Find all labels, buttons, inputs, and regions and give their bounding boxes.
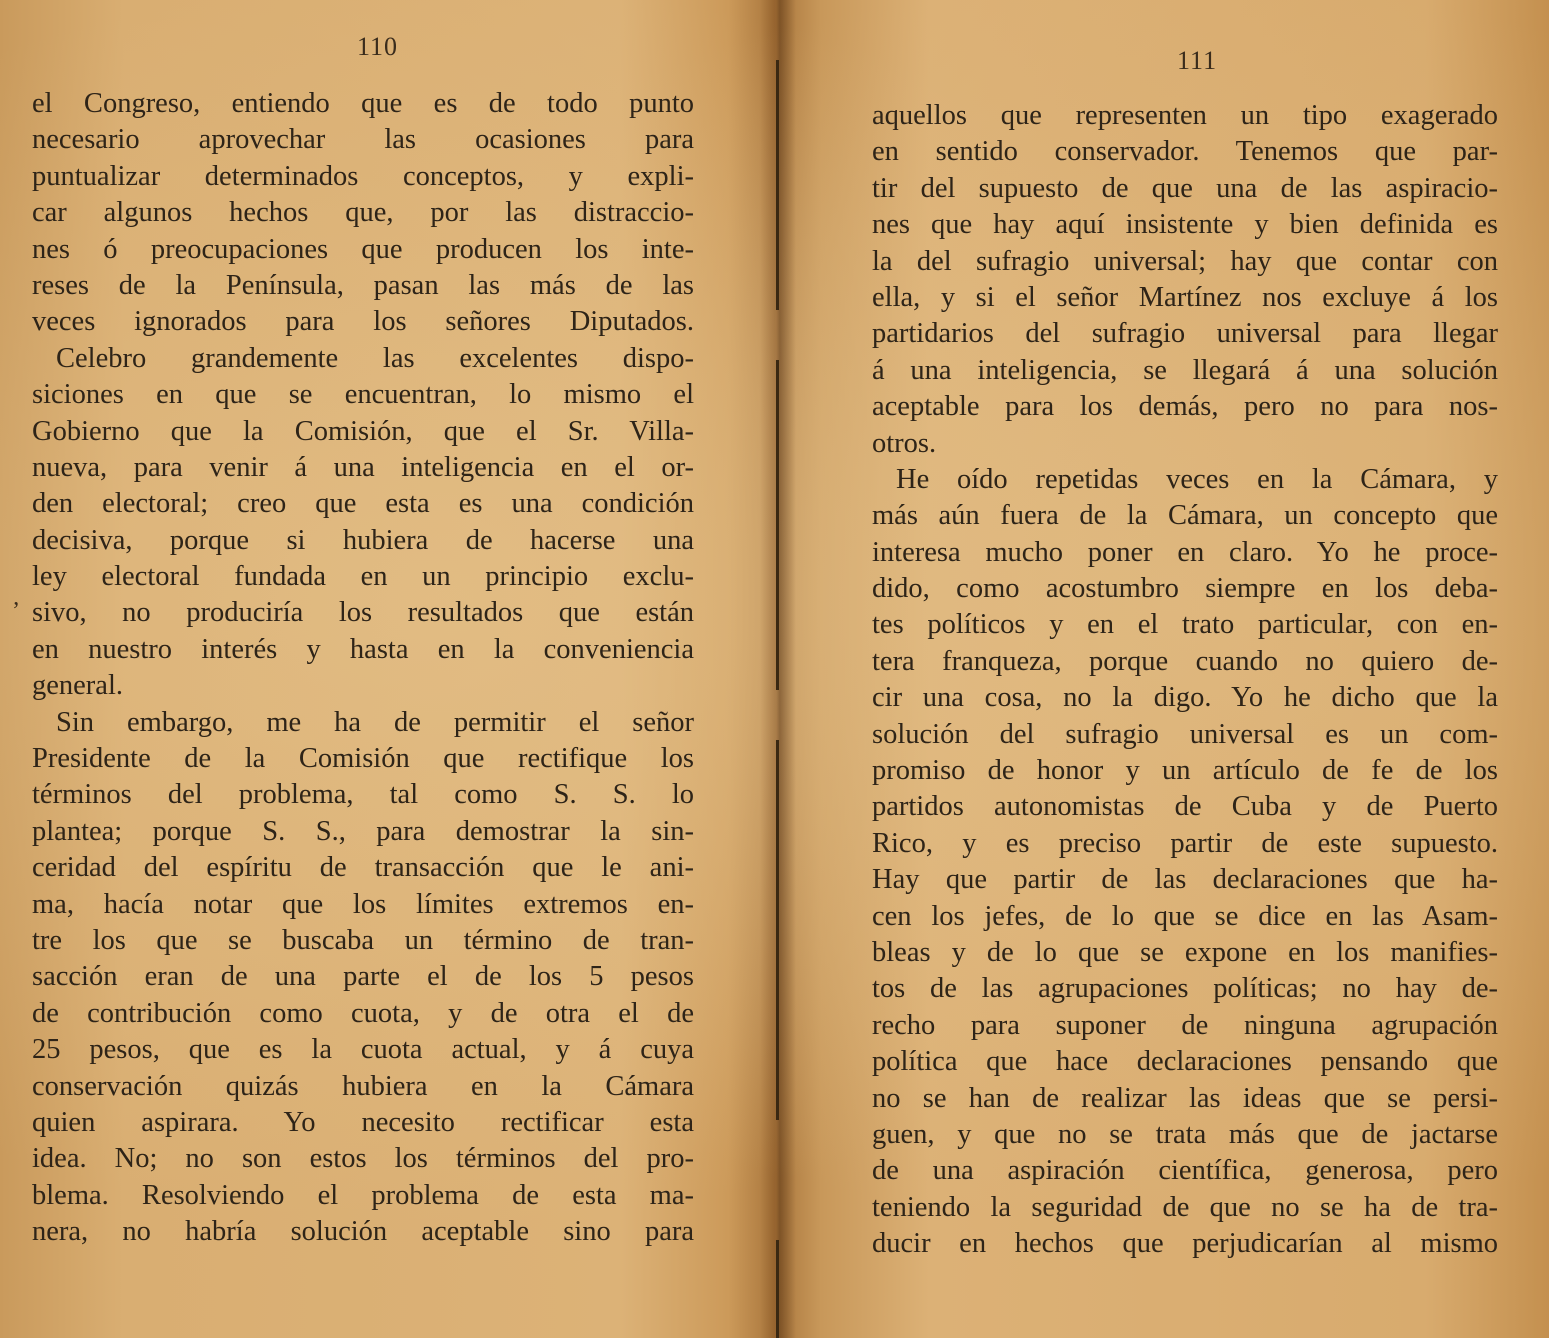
page-number: 111 [1177, 46, 1218, 75]
left-page [0, 0, 770, 1338]
text-line: ceridad del espíritu de transacción que le ani- [32, 852, 694, 884]
text-line: car algunos hechos que, por las distraccio- [32, 197, 694, 229]
text-line: ma, hacía notar que los límites extremos en- [32, 888, 694, 920]
text-line: sacción eran de una parte el de los 5 pesos [32, 961, 694, 993]
text-line: reses de la Península, pasan las más de las [32, 269, 694, 301]
text-line: He oído repetidas veces en la Cámara, y [896, 463, 1498, 495]
text-line: en nuestro interés y hasta en la conveniencia [32, 633, 694, 665]
text-line: ella, y si el señor Martínez nos excluye á los [872, 281, 1498, 313]
text-line: cen los jefes, de lo que se dice en las Asam- [872, 900, 1498, 932]
text-line: de una aspiración científica, generosa, pero [872, 1155, 1498, 1187]
spine-shadow-line [776, 740, 779, 1120]
spine-shadow-line [776, 60, 779, 310]
text-line: el Congreso, entiendo que es de todo punto [32, 88, 694, 119]
spine-shadow-line [776, 1240, 779, 1338]
page-text [32, 86, 694, 1251]
spine-shadow-line [776, 360, 779, 690]
text-line: veces ignorados para los señores Diputados. [32, 306, 694, 338]
text-line: recho para suponer de ninguna agrupación [872, 1009, 1498, 1041]
text-line: otros. [872, 427, 937, 459]
text-line: en sentido conservador. Tenemos que par- [872, 136, 1498, 168]
text-line: la del sufragio universal; hay que contar con [872, 245, 1498, 277]
text-line: teniendo la seguridad de que no se ha de tra- [872, 1191, 1498, 1223]
text-line: Celebro grandemente las excelentes dispo- [56, 342, 694, 374]
right-page [790, 0, 1549, 1338]
text-line: den electoral; creo que esta es una condición [32, 488, 694, 520]
text-line: nera, no habría solución aceptable sino para [32, 1216, 694, 1248]
text-line: plantea; porque S. S., para demostrar la sin- [32, 815, 694, 847]
text-line: Gobierno que la Comisión, que el Sr. Villa- [32, 415, 694, 447]
text-line: cir una cosa, no la digo. Yo he dicho que la [872, 682, 1498, 714]
text-line: aquellos que representen un tipo exagerado [872, 100, 1498, 131]
text-line: sivo, no produciría los resultados que están [32, 597, 694, 629]
text-line: Hay que partir de las declaraciones que ha- [872, 864, 1498, 896]
text-line: tes políticos y en el trato particular, con en- [872, 609, 1498, 641]
margin-mark: ʼ [12, 598, 20, 624]
text-line: general. [32, 670, 123, 702]
text-line: Sin embargo, me ha de permitir el señor [56, 706, 694, 738]
text-line: 25 pesos, que es la cuota actual, y á cuya [32, 1034, 694, 1066]
text-line: solución del sufragio universal es un com- [872, 718, 1498, 750]
text-line: tos de las agrupaciones políticas; no hay de- [872, 973, 1498, 1005]
text-line: bleas y de lo que se expone en los manifies- [872, 936, 1498, 968]
text-line: decisiva, porque si hubiera de hacerse una [32, 524, 694, 556]
page-number: 110 [357, 32, 399, 61]
text-line: política que hace declaraciones pensando que [872, 1046, 1498, 1078]
text-line: blema. Resolviendo el problema de esta ma- [32, 1179, 694, 1211]
text-line: Rico, y es preciso partir de este supuesto. [872, 827, 1498, 859]
text-line: siciones en que se encuentran, lo mismo el [32, 379, 694, 411]
text-line: más aún fuera de la Cámara, un concepto que [872, 500, 1498, 532]
text-line: necesario aprovechar las ocasiones para [32, 124, 694, 156]
text-line: de contribución como cuota, y de otra el de [32, 997, 694, 1029]
text-line: tera franqueza, porque cuando no quiero de- [872, 645, 1498, 677]
text-line: aceptable para los demás, pero no para nos- [872, 391, 1498, 423]
text-line: ley electoral fundada en un principio exclu- [32, 561, 694, 593]
text-line: tir del supuesto de que una de las aspiracio- [872, 172, 1498, 204]
page-text [872, 98, 1498, 1263]
text-line: conservación quizás hubiera en la Cámara [32, 1070, 694, 1102]
text-line: nes ó preocupaciones que producen los inte- [32, 233, 694, 265]
text-line: dido, como acostumbro siempre en los deba- [872, 573, 1498, 605]
text-line: puntualizar determinados conceptos, y expli- [32, 160, 694, 192]
text-line: guen, y que no se trata más que de jactarse [872, 1118, 1498, 1150]
text-line: partidarios del sufragio universal para llegar [872, 318, 1498, 350]
text-line: quien aspirara. Yo necesito rectificar esta [32, 1106, 694, 1138]
text-line: nes que hay aquí insistente y bien definida es [872, 209, 1498, 241]
text-line: promiso de honor y un artículo de fe de los [872, 755, 1498, 787]
text-line: no se han de realizar las ideas que se persi- [872, 1082, 1498, 1114]
text-line: nueva, para venir á una inteligencia en el or- [32, 451, 694, 483]
text-line: ducir en hechos que perjudicarían al mismo [872, 1228, 1498, 1260]
text-line: á una inteligencia, se llegará á una solución [872, 354, 1498, 386]
text-line: idea. No; no son estos los términos del pro- [32, 1143, 694, 1175]
text-line: tre los que se buscaba un término de tran- [32, 924, 694, 956]
text-line: partidos autonomistas de Cuba y de Puerto [872, 791, 1498, 823]
text-line: Presidente de la Comisión que rectifique los [32, 743, 694, 775]
text-line: interesa mucho poner en claro. Yo he proce- [872, 536, 1498, 568]
text-line: términos del problema, tal como S. S. lo [32, 779, 694, 811]
